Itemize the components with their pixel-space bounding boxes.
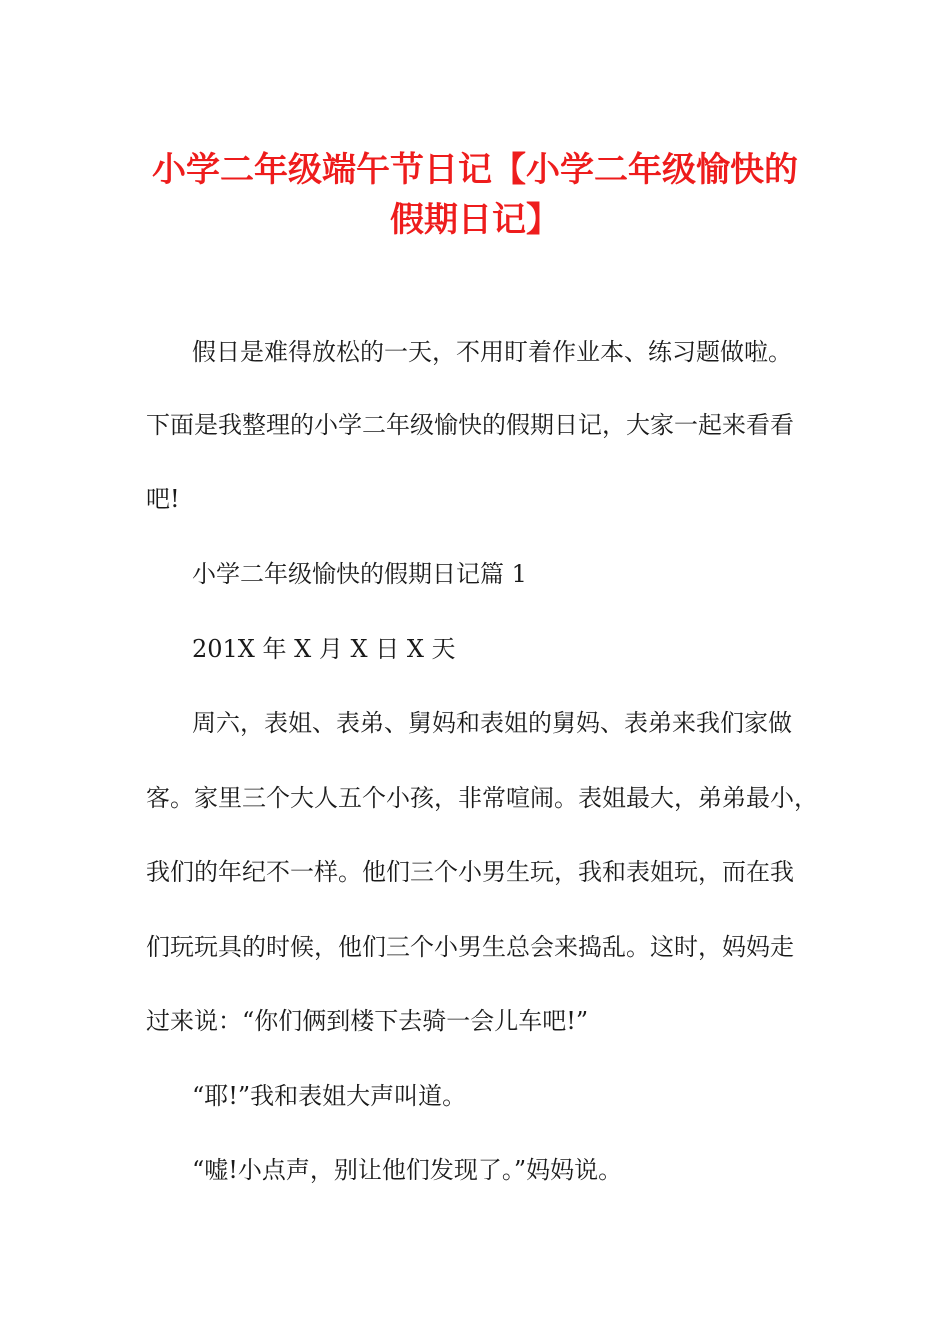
- body-line-2: 下面是我整理的小学二年级愉快的假期日记，大家一起来看看: [146, 411, 794, 439]
- body-line-8: 我们的年纪不一样。他们三个小男生玩，我和表姐玩，而在我: [146, 858, 794, 886]
- body-line-12: “嘘!小点声，别让他们发现了。”妈妈说。: [192, 1156, 623, 1184]
- body-line-7: 客。家里三个大人五个小孩，非常喧闹。表姐最大，弟弟最小，: [146, 784, 818, 812]
- body-line-1: 假日是难得放松的一天，不用盯着作业本、练习题做啦。: [192, 338, 792, 366]
- section-heading: 小学二年级愉快的假期日记篇 1: [192, 560, 527, 588]
- document-title-line-1: 小学二年级端午节日记【小学二年级愉快的: [152, 150, 798, 190]
- body-line-10: 过来说：“你们俩到楼下去骑一会儿车吧!”: [146, 1007, 589, 1035]
- document-title-line-2: 假期日记】: [390, 200, 560, 240]
- date-line: 201X 年 X 月 X 日 X 天: [192, 635, 456, 663]
- body-line-11: “耶!”我和表姐大声叫道。: [192, 1082, 467, 1110]
- body-line-3: 吧!: [146, 485, 180, 513]
- body-line-9: 们玩玩具的时候，他们三个小男生总会来捣乱。这时，妈妈走: [146, 933, 794, 961]
- body-line-6: 周六，表姐、表弟、舅妈和表姐的舅妈、表弟来我们家做: [192, 709, 792, 737]
